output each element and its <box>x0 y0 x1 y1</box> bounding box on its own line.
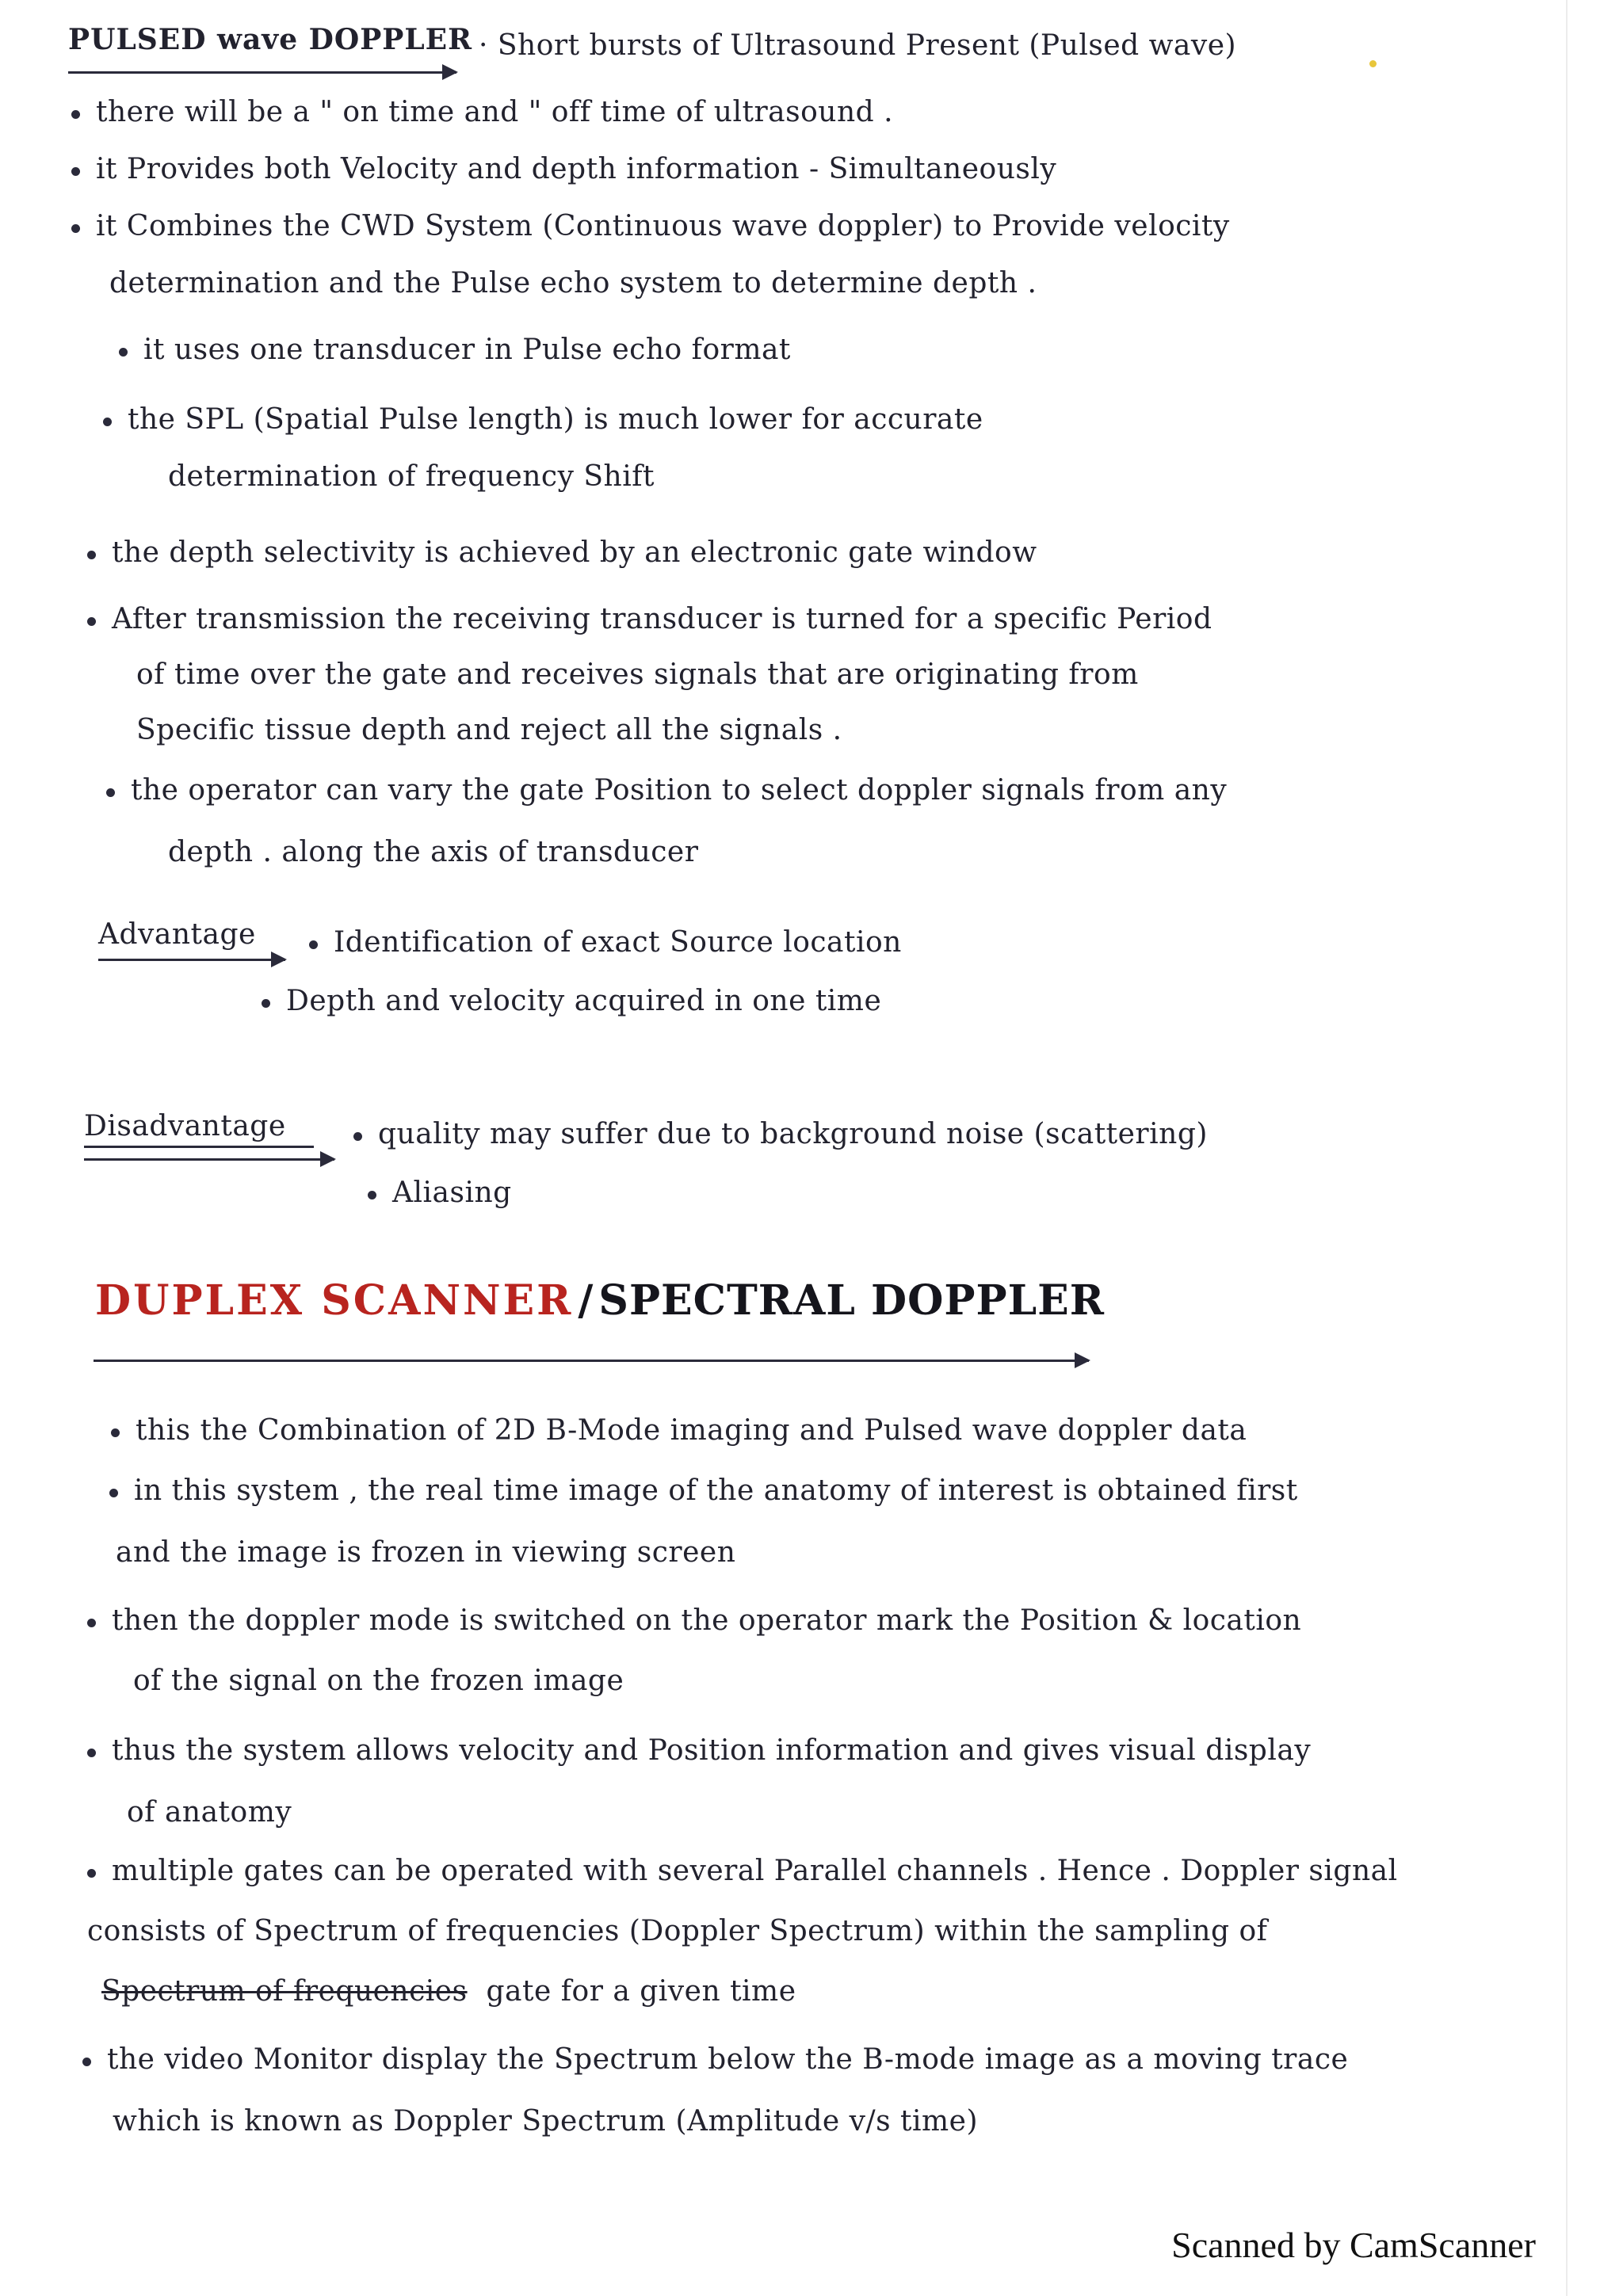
bullet-icon <box>106 788 115 797</box>
section2-title-separator: / <box>578 1276 594 1325</box>
note-line-continued: consists of Spectrum of frequencies (Doppler Spectrum) within the sampling of <box>87 1915 1268 1947</box>
note-line-continued: of time over the gate and receives signals that are originating from <box>136 658 1139 691</box>
advantage-item: Depth and velocity acquired in one time <box>262 982 881 1020</box>
note-line: in this system , the real time image of the anatomy of interest is obtained first <box>109 1472 1298 1510</box>
bullet-icon <box>71 167 80 176</box>
note-line: the operator can vary the gate Position to select doppler signals from any <box>106 772 1227 810</box>
note-line-continued: of the signal on the frozen image <box>133 1665 624 1697</box>
bullet-icon <box>87 1749 96 1757</box>
section1-title-arrow <box>68 71 456 74</box>
section2-title-dark: SPECTRAL DOPPLER <box>598 1276 1105 1325</box>
bullet-icon <box>368 1191 376 1199</box>
bullet-icon <box>71 110 80 119</box>
bullet-icon <box>103 418 112 426</box>
bullet-icon <box>87 551 96 559</box>
section2-title <box>95 1276 1105 1331</box>
disadvantage-label: Disadvantage <box>84 1110 286 1142</box>
disadvantage-arrow <box>84 1158 334 1161</box>
note-line: then the doppler mode is switched on the operator mark the Position & location <box>87 1602 1301 1640</box>
bullet-icon <box>71 224 80 233</box>
bullet-icon <box>87 1619 96 1627</box>
note-line-continued: and the image is frozen in viewing screen <box>116 1536 736 1569</box>
disadvantage-underline <box>84 1146 314 1148</box>
note-line-continued: Specific tissue depth and reject all the signals . <box>136 714 842 746</box>
note-line: the video Monitor display the Spectrum below the B-mode image as a moving trace <box>82 2041 1348 2079</box>
note-line: the depth selectivity is achieved by an electronic gate window <box>87 534 1037 572</box>
note-line-continued: depth . along the axis of transducer <box>168 836 699 868</box>
bullet-icon <box>109 1489 118 1497</box>
scanner-watermark: Scanned by CamScanner <box>1171 2225 1536 2265</box>
note-line: it Provides both Velocity and depth information - Simultaneously <box>71 151 1056 189</box>
advantage-label: Advantage <box>98 918 256 951</box>
bullet-icon <box>353 1132 362 1141</box>
section2-title-arrow <box>94 1360 1089 1362</box>
bullet-icon <box>87 1869 96 1878</box>
note-line-continued: which is known as Doppler Spectrum (Amplitude v/s time) <box>113 2105 978 2138</box>
note-line-continued: determination of frequency Shift <box>168 460 655 493</box>
note-line: the SPL (Spatial Pulse length) is much lower for accurate <box>103 401 983 439</box>
bullet-icon <box>111 1428 120 1437</box>
note-line: thus the system allows velocity and Position information and gives visual display <box>87 1732 1311 1770</box>
note-line: this the Combination of 2D B-Mode imaging and Pulsed wave doppler data <box>111 1412 1247 1450</box>
note-line: After transmission the receiving transducer is turned for a specific Period <box>87 601 1212 639</box>
section1-title: PULSED wave DOPPLER <box>68 23 473 56</box>
yellow-ink-dot <box>1369 60 1377 67</box>
bullet-icon <box>309 940 318 949</box>
note-line-continued: of anatomy <box>127 1796 292 1829</box>
bullet-icon <box>87 617 96 626</box>
paper-edge <box>1566 0 1568 2296</box>
bullet-icon <box>82 2058 91 2066</box>
note-line: multiple gates can be operated with several Parallel channels . Hence . Doppler signal <box>87 1852 1398 1890</box>
bullet-icon <box>119 348 128 357</box>
disadvantage-item: quality may suffer due to background noise (scattering) <box>353 1116 1208 1154</box>
section1-title-note: · Short bursts of Ultrasound Present (Pulsed wave) <box>479 29 1237 62</box>
note-line: it Combines the CWD System (Continuous wave doppler) to Provide velocity <box>71 208 1230 246</box>
note-line: it uses one transducer in Pulse echo format <box>119 331 791 369</box>
note-line-continued: determination and the Pulse echo system to determine depth . <box>109 267 1037 299</box>
disadvantage-item: Aliasing <box>368 1174 512 1212</box>
bullet-icon <box>262 999 270 1008</box>
advantage-arrow <box>98 959 285 961</box>
note-line: there will be a " on time and " off time of ultrasound . <box>71 93 893 132</box>
advantage-item: Identification of exact Source location <box>309 924 902 962</box>
note-line-continued: Spectrum of frequencies gate for a given time <box>101 1975 796 2008</box>
section2-title-red: DUPLEX SCANNER <box>95 1276 574 1325</box>
struck-out-text: Spectrum of frequencies <box>101 1975 468 2008</box>
